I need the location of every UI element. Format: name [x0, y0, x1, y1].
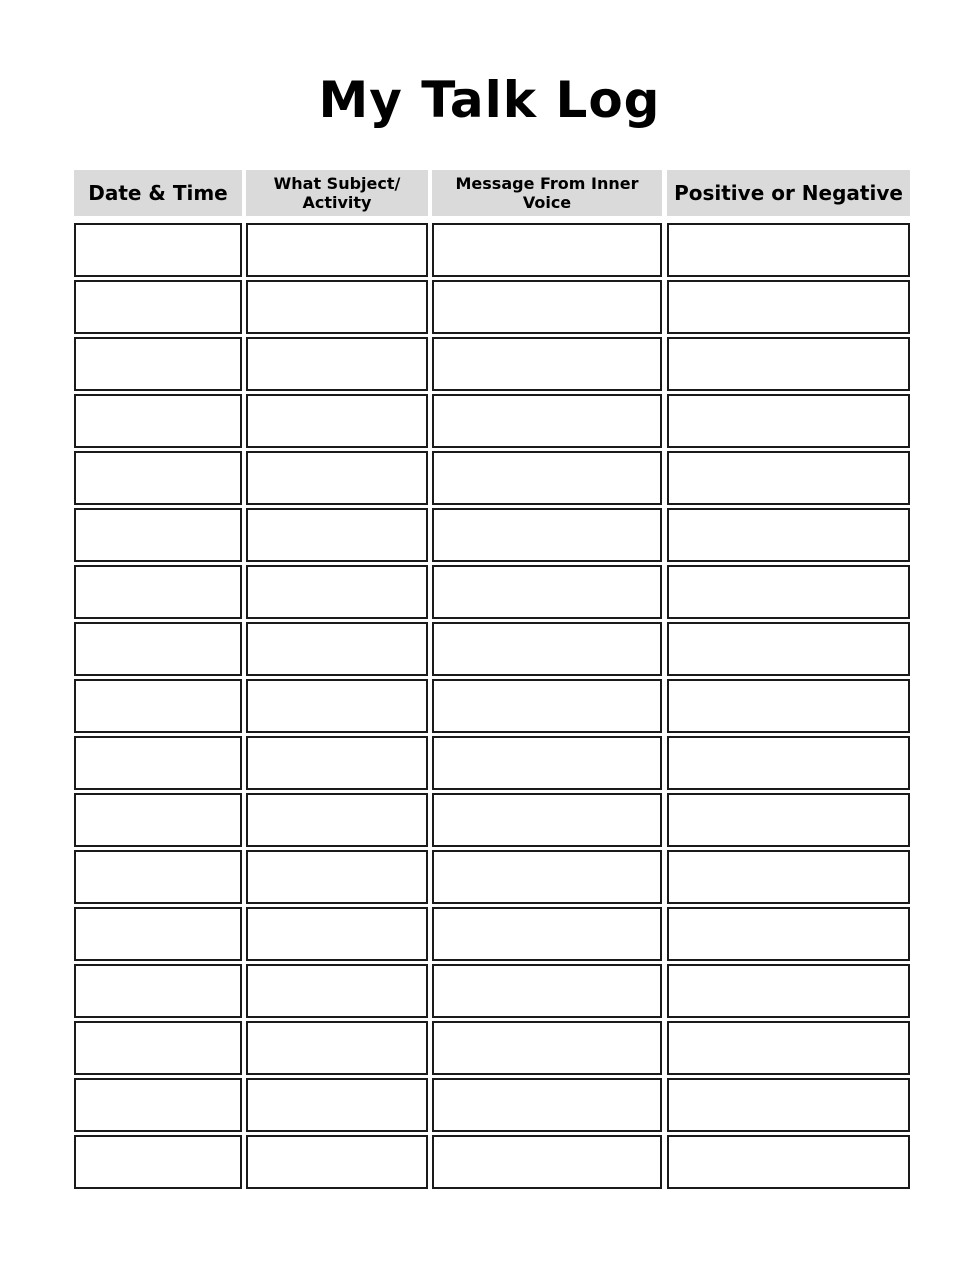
subject-activity-cell[interactable] — [246, 508, 428, 562]
date-time-cell[interactable] — [74, 736, 242, 790]
subject-activity-cell[interactable] — [246, 622, 428, 676]
table-row — [0, 508, 979, 562]
subject-activity-cell[interactable] — [246, 451, 428, 505]
inner-voice-message-cell[interactable] — [432, 793, 662, 847]
column-header-line: Voice — [522, 193, 572, 212]
inner-voice-message-cell[interactable] — [432, 1135, 662, 1189]
positive-negative-cell[interactable] — [667, 679, 910, 733]
inner-voice-message-cell[interactable] — [432, 565, 662, 619]
column-header-line: What Subject/ — [273, 174, 401, 193]
positive-negative-cell[interactable] — [667, 622, 910, 676]
date-time-cell[interactable] — [74, 280, 242, 334]
positive-negative-cell[interactable] — [667, 394, 910, 448]
subject-activity-cell[interactable] — [246, 337, 428, 391]
table-row — [0, 1078, 979, 1132]
date-time-cell[interactable] — [74, 223, 242, 277]
column-header-line: Message From Inner — [455, 174, 639, 193]
table-row — [0, 337, 979, 391]
table-row — [0, 223, 979, 277]
inner-voice-message-cell[interactable] — [432, 850, 662, 904]
inner-voice-message-cell[interactable] — [432, 1021, 662, 1075]
inner-voice-message-cell[interactable] — [432, 907, 662, 961]
table-row — [0, 1021, 979, 1075]
date-time-cell[interactable] — [74, 793, 242, 847]
subject-activity-cell[interactable] — [246, 280, 428, 334]
positive-negative-cell[interactable] — [667, 280, 910, 334]
table-row — [0, 850, 979, 904]
date-time-cell[interactable] — [74, 394, 242, 448]
positive-negative-cell[interactable] — [667, 223, 910, 277]
positive-negative-cell[interactable] — [667, 565, 910, 619]
table-row — [0, 793, 979, 847]
subject-activity-cell[interactable] — [246, 223, 428, 277]
table-row — [0, 394, 979, 448]
positive-negative-cell[interactable] — [667, 1135, 910, 1189]
subject-activity-cell[interactable] — [246, 1021, 428, 1075]
date-time-cell[interactable] — [74, 964, 242, 1018]
date-time-cell[interactable] — [74, 1135, 242, 1189]
subject-activity-cell[interactable] — [246, 850, 428, 904]
date-time-cell[interactable] — [74, 1021, 242, 1075]
table-row — [0, 451, 979, 505]
inner-voice-message-cell[interactable] — [432, 508, 662, 562]
subject-activity-cell[interactable] — [246, 679, 428, 733]
subject-activity-cell[interactable] — [246, 736, 428, 790]
positive-negative-cell[interactable] — [667, 907, 910, 961]
inner-voice-message-cell[interactable] — [432, 280, 662, 334]
date-time-cell[interactable] — [74, 679, 242, 733]
inner-voice-message-cell[interactable] — [432, 451, 662, 505]
positive-negative-cell[interactable] — [667, 964, 910, 1018]
positive-negative-cell[interactable] — [667, 850, 910, 904]
table-row — [0, 736, 979, 790]
date-time-cell[interactable] — [74, 622, 242, 676]
page-title: My Talk Log — [318, 71, 661, 129]
inner-voice-message-cell[interactable] — [432, 1078, 662, 1132]
positive-negative-cell[interactable] — [667, 736, 910, 790]
inner-voice-message-cell[interactable] — [432, 394, 662, 448]
positive-negative-cell[interactable] — [667, 1078, 910, 1132]
date-time-cell[interactable] — [74, 337, 242, 391]
subject-activity-cell[interactable] — [246, 907, 428, 961]
positive-negative-cell[interactable] — [667, 1021, 910, 1075]
column-header-inner-voice-message — [432, 170, 662, 216]
positive-negative-cell[interactable] — [667, 337, 910, 391]
subject-activity-cell[interactable] — [246, 565, 428, 619]
date-time-cell[interactable] — [74, 850, 242, 904]
date-time-cell[interactable] — [74, 451, 242, 505]
subject-activity-cell[interactable] — [246, 964, 428, 1018]
column-header-line: Activity — [302, 193, 372, 212]
positive-negative-cell[interactable] — [667, 508, 910, 562]
positive-negative-cell[interactable] — [667, 451, 910, 505]
date-time-cell[interactable] — [74, 907, 242, 961]
date-time-cell[interactable] — [74, 508, 242, 562]
date-time-cell[interactable] — [74, 1078, 242, 1132]
subject-activity-cell[interactable] — [246, 793, 428, 847]
column-header-date-time — [74, 170, 242, 216]
inner-voice-message-cell[interactable] — [432, 223, 662, 277]
table-row — [0, 565, 979, 619]
subject-activity-cell[interactable] — [246, 1135, 428, 1189]
inner-voice-message-cell[interactable] — [432, 622, 662, 676]
table-row — [0, 964, 979, 1018]
column-header-label: Date & Time — [88, 181, 228, 205]
table-row — [0, 907, 979, 961]
positive-negative-cell[interactable] — [667, 793, 910, 847]
column-header-positive-negative — [667, 170, 910, 216]
inner-voice-message-cell[interactable] — [432, 679, 662, 733]
date-time-cell[interactable] — [74, 565, 242, 619]
subject-activity-cell[interactable] — [246, 1078, 428, 1132]
column-header-label: Positive or Negative — [674, 181, 903, 205]
table-row — [0, 1135, 979, 1189]
subject-activity-cell[interactable] — [246, 394, 428, 448]
inner-voice-message-cell[interactable] — [432, 964, 662, 1018]
table-row — [0, 679, 979, 733]
log-table-body — [0, 223, 979, 1192]
inner-voice-message-cell[interactable] — [432, 337, 662, 391]
table-row — [0, 622, 979, 676]
inner-voice-message-cell[interactable] — [432, 736, 662, 790]
table-row — [0, 280, 979, 334]
column-header-subject-activity — [246, 170, 428, 216]
